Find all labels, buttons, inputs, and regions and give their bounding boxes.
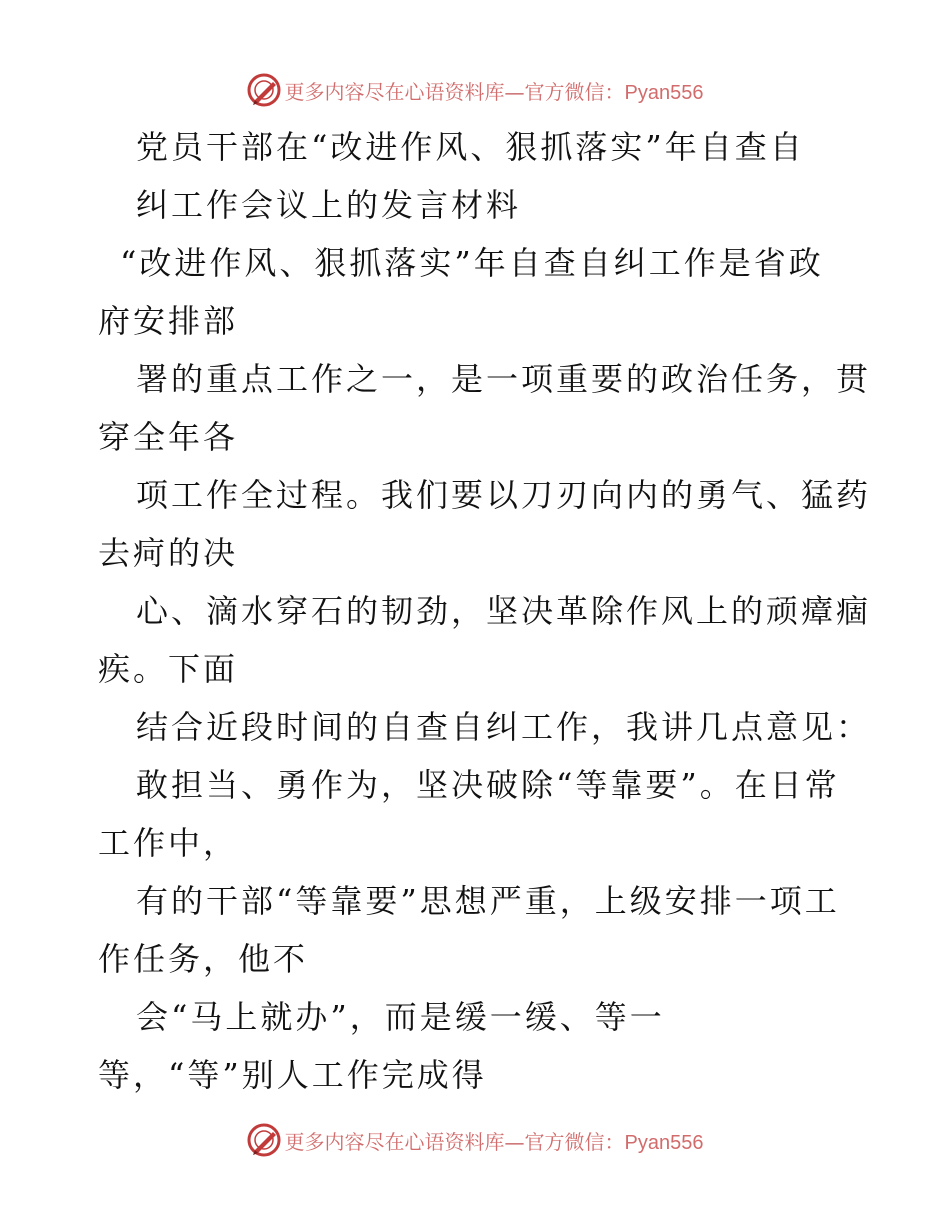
footer-watermark	[0, 1120, 950, 1160]
doc-line: 敢担当、勇作为，坚决破除“等靠要”。在日常	[136, 766, 840, 804]
doc-line: 会“马上就办”，而是缓一缓、等一	[136, 998, 665, 1036]
watermark-text	[285, 1126, 704, 1155]
doc-line: 疾。下面	[98, 650, 239, 688]
doc-line: 等，“等”别人工作完成得	[98, 1056, 487, 1094]
watermark-text	[285, 76, 704, 105]
doc-line: “改进作风、狠抓落实”年自查自纠工作是省政	[120, 244, 824, 282]
doc-line: 结合近段时间的自查自纠工作，我讲几点意见：	[136, 708, 872, 746]
watermark-wechat-id: Pyan556	[624, 81, 704, 104]
doc-line: 穿全年各	[98, 418, 239, 456]
doc-line: 去疴的决	[98, 534, 239, 572]
watermark-dash: —	[504, 1129, 525, 1154]
doc-line: 项工作全过程。我们要以刀刃向内的勇气、猛药	[136, 476, 872, 514]
watermark-wechat-id: Pyan556	[624, 1131, 704, 1154]
header-watermark	[0, 70, 950, 110]
pen-logo-icon	[247, 73, 281, 107]
pen-logo-icon	[247, 1123, 281, 1157]
doc-line: 有的干部“等靠要”思想严重，上级安排一项工	[136, 882, 840, 920]
doc-line: 府安排部	[98, 302, 239, 340]
watermark-dash: —	[504, 79, 525, 104]
doc-title-line-2: 纠工作会议上的发言材料	[136, 186, 522, 224]
watermark-tail: 官方微信：	[524, 79, 625, 104]
doc-line: 作任务，他不	[98, 940, 309, 978]
doc-line: 工作中，	[98, 824, 239, 862]
doc-title-line-1: 党员干部在“改进作风、狠抓落实”年自查自	[136, 128, 805, 166]
watermark-main: 更多内容尽在心语资料库	[284, 79, 505, 104]
doc-line: 心、滴水穿石的韧劲，坚决革除作风上的顽瘴痼	[136, 592, 872, 630]
watermark-tail: 官方微信：	[524, 1129, 625, 1154]
doc-line: 署的重点工作之一，是一项重要的政治任务，贯	[136, 360, 872, 398]
watermark-main: 更多内容尽在心语资料库	[284, 1129, 505, 1154]
